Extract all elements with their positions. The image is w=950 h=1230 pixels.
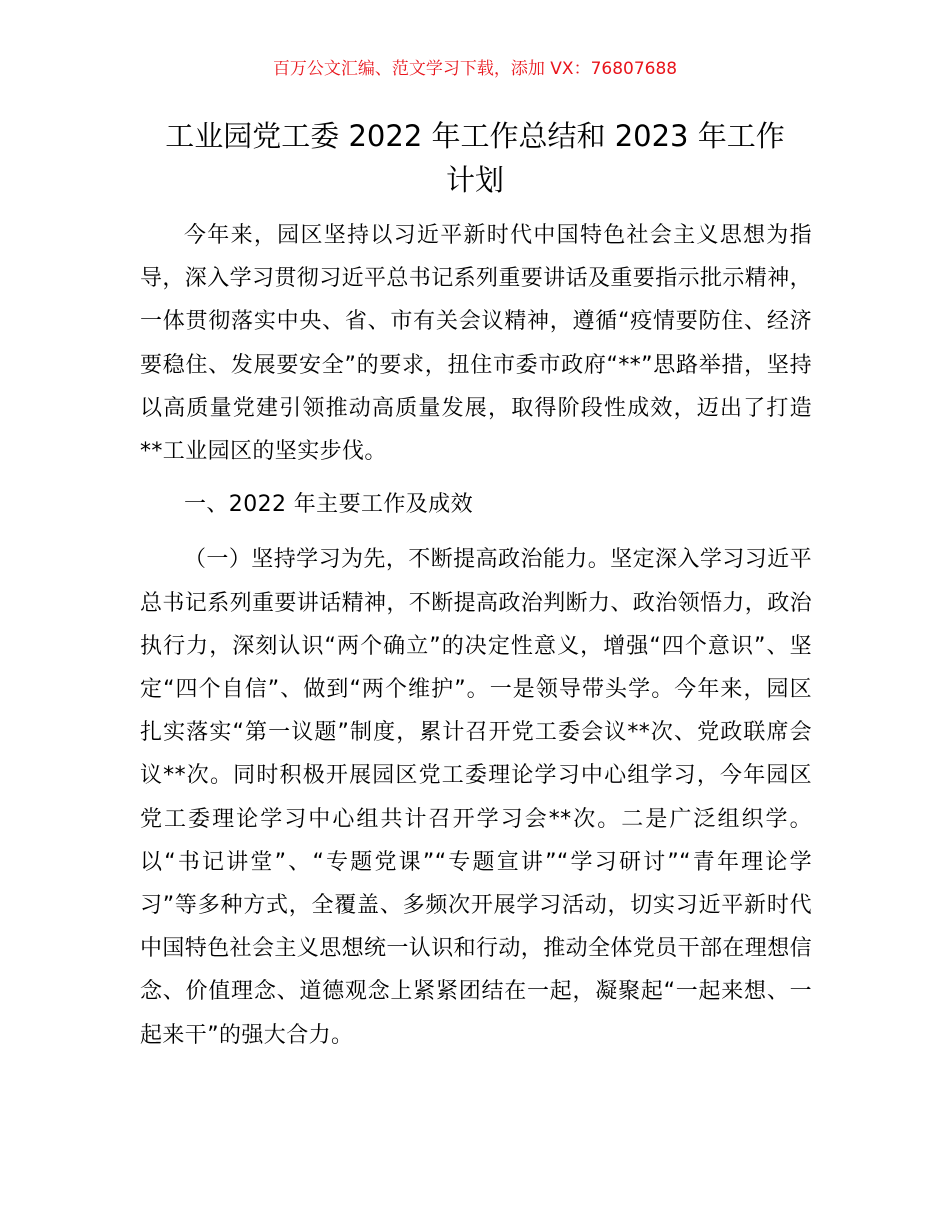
document-title-line-2: 计划 bbox=[445, 163, 504, 197]
section-heading: 一、2022 年主要工作及成效 bbox=[184, 492, 473, 518]
document-title bbox=[140, 114, 810, 202]
intro-paragraph: 今年来，园区坚持以习近平新时代中国特色社会主义思想为指导，深入学习贯彻习近平总书记系列重要讲话及重要指示批示精神，一体贯彻落实中央、省、市有关会议精神，遵循“疫情要防住、经济要稳住、发展要安全”的要求，扭住市委市政府“**”思路举措，坚持以高质量党建引领推动高质量发展，取得阶段性成效，迈出了打造**工业园区的坚实步伐。 bbox=[140, 223, 813, 465]
header-watermark-note: 百万公文汇编、范文学习下载，添加 VX：76807688 bbox=[272, 59, 678, 79]
document-body bbox=[140, 214, 812, 1057]
body-paragraph: （一）坚持学习为先，不断提高政治能力。坚定深入学习习近平总书记系列重要讲话精神，不断提高政治判断力、政治领悟力，政治执行力，深刻认识“两个确立”的决定性意义，增强“四个意识”、坚定“四个自信”、做到“两个维护”。一是领导带头学。今年来，园区扎实落实“第一议题”制度，累计召开党工委会议**次、党政联席会议**次。同时积极开展园区党工委理论学习中心组学习，今年园区党工委理论学习中心组共计召开学习会**次。二是广泛组织学。以“书记讲堂”、“专题党课”“专题宣讲”“学习研讨”“青年理论学习”等多种方式，全覆盖、多频次开展学习活动，切实习近平新时代中国特色社会主义思想统一认识和行动，推动全体党员干部在理想信念、价值理念、道德观念上紧紧团结在一起，凝聚起“一起来想、一起来干”的强大合力。 bbox=[140, 547, 813, 1048]
document-title-line-1: 工业园党工委 2022 年工作总结和 2023 年工作 bbox=[165, 119, 785, 153]
